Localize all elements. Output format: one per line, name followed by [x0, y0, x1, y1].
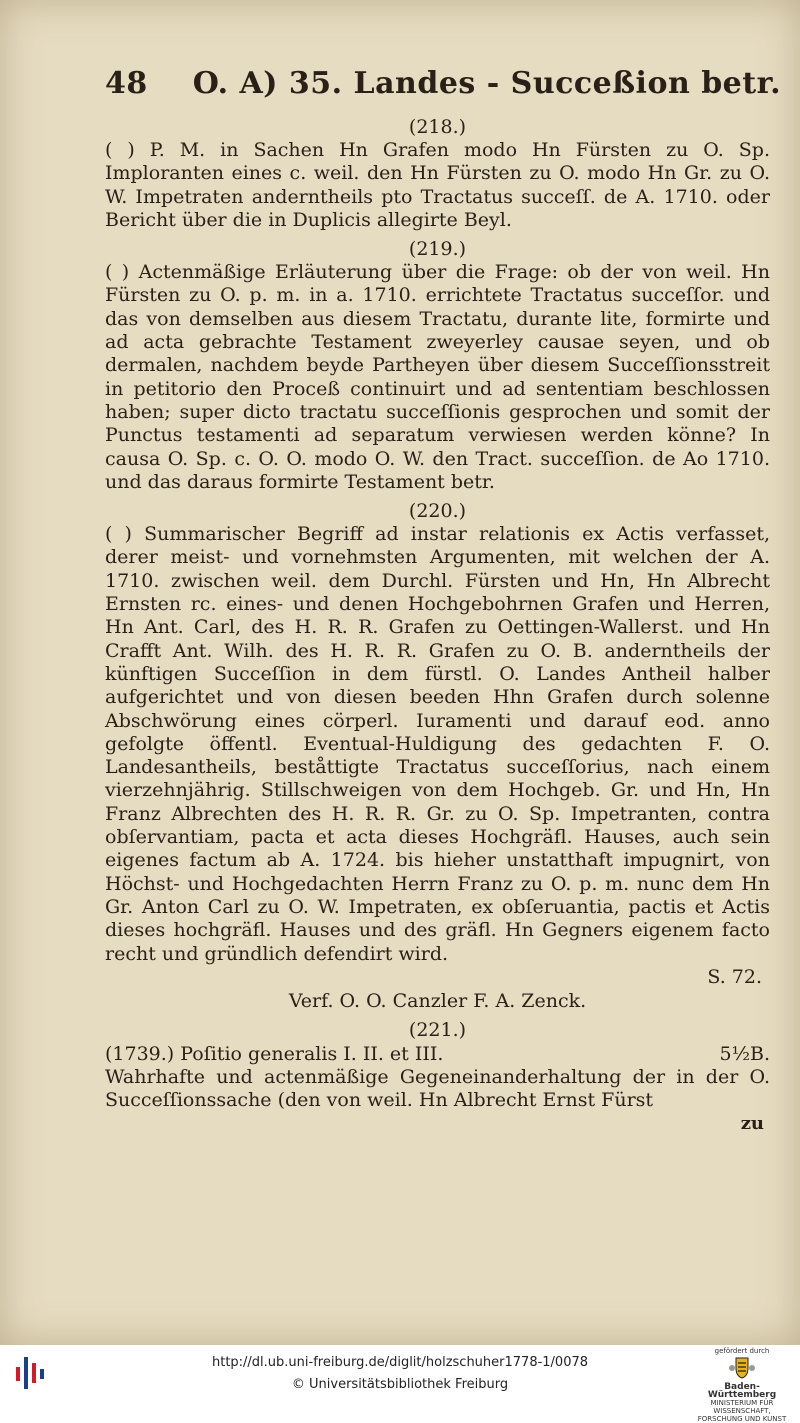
entry-heading-row	[105, 1042, 770, 1066]
permalink-url[interactable]: http://dl.ub.uni-freiburg.de/diglit/holzschuher1778-1/0078	[211, 1355, 589, 1370]
running-title: O. A) 35. Landes - Succeßion betr.	[192, 66, 782, 101]
entry-219	[105, 238, 770, 494]
entry-number: (219.)	[408, 238, 467, 261]
viewer-footer	[0, 1345, 800, 1423]
entry-number: (218.)	[408, 116, 467, 138]
running-head	[105, 58, 782, 110]
entry-size: 5½B.	[719, 1043, 770, 1066]
coat-of-arms-icon	[727, 1356, 757, 1380]
entry-text: ( ) Summarischer Begriff ad instar relationis ex Actis verfasset, derer meist- und vornehmsten Argumenten, mit welchen der A. 1710. zwischen weil. dem Durchl. Fürsten und Hn, Hn Albrecht Ernsten rc. eines- und denen Hochgebohrnen Grafen und Herren, Hn Ant. Carl, des H. R. R. Grafen zu Oettingen-Wallerst. und Hn Crafft Ant. Wilh. des H. R. R. Grafen zu O. B. anderntheils der künftigen Succeſſion in dem fürstl. O. Landes Antheil halber aufgerichtet und von diesen beeden Hhn Grafen durch solenne Abschwörung eines cörperl. Iuramenti und darauf eod. anno gefolgte öffentl. Eventual-Huldigung des gedachten F. O. Landesantheils, beståttigte Tractatus succeſſorius, nach einem vierzehnjährig. Stillschweigen von dem Hochgeb. Gr. und Hn, Hn Franz Albrechten des H. R. R. Gr. zu O. Sp. Impetranten, contra obſervantiam, pacta et acta dieses Hochgräfl. Hauses, auch sein eigenes factum ab A. 1724. bis hieher unstatthaft impugnirt, von Höchst- und Hochgedachten Herrn Franz zu O. p. m. nunc dem Hn Gr. Anton Carl zu O. W. Impetraten, ex obſeruantia, pactis et Actis dieses hochgräfl. Hauses und des gräfl. Hn Gegners eigenem facto recht und gründlich defendirt wird.	[105, 523, 770, 965]
page-number: 48	[105, 66, 148, 101]
entry-text: ( ) Actenmäßige Erläuterung über die Frage: ob der von weil. Hn Fürsten zu O. p. m. in a. 1710. errichtete Tractatus succeſſor. und das von demselben aus diesem Tractatu, durante lite, formirte und ad acta gebrachte Testament zweyerley causae seyen, und ob dermalen, nachdem beyde Partheyen über diesem Succeſſionsstreit in petitorio den Proceß continuirt und ad sententiam beschlossen haben; super dicto tractatu succeſſionis gesprochen und somit der Punctus testamenti ad separatum verwiesen werden könne? In causa O. Sp. c. O. O. modo O. W. den Tract. succeſſion. de Ao 1710. und das daraus formirte Testament betr.	[105, 261, 770, 493]
entry-text: ( ) P. M. in Sachen Hn Grafen modo Hn Fürsten zu O. Sp. Imploranten eines c. weil. den Hn Fürsten zu O. modo Hn Gr. zu O. W. Impetraten anderntheils pto Tractatus succeſſ. de A. 1710. oder Bericht über die in Duplicis allegirte Beyl.	[105, 139, 770, 231]
entry-number: (220.)	[408, 500, 467, 523]
sponsor-name: Baden-Württemberg	[707, 1382, 777, 1400]
copyright-notice: © Universitätsbibliothek Freiburg	[291, 1377, 509, 1392]
sponsor-sub: MINISTERIUM FÜR WISSENSCHAFT, FORSCHUNG UND KUNST	[697, 1399, 787, 1423]
catchword: zu	[740, 1112, 764, 1134]
entry-heading: (1739.) Poſitio generalis I. II. et III.	[105, 1043, 444, 1066]
entry-221	[105, 1019, 770, 1135]
sponsor-line: gefördert durch	[714, 1347, 770, 1355]
entry-text: Wahrhafte und actenmäßige Gegeneinanderhaltung der in der O. Succeſſionssache (den von weil. Hn Albrecht Ernst Fürst	[105, 1066, 770, 1112]
entry-218	[105, 116, 770, 232]
book-page	[105, 58, 782, 1338]
sponsor-logo	[692, 1347, 792, 1423]
entry-number: (221.)	[408, 1019, 467, 1042]
entry-220	[105, 500, 770, 1013]
page-reference: S. 72.	[707, 965, 762, 988]
author-signature: Verf. O. O. Canzler F. A. Zenck.	[288, 990, 587, 1013]
